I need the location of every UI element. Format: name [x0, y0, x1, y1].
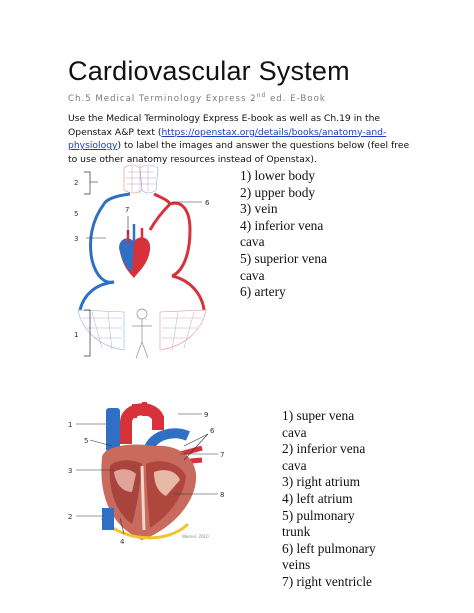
fig2-label-7: 7: [220, 451, 225, 459]
intro-text-end: ) to label the images and answer the questions below (feel free to use other anatomy resources instead of Openstax).: [68, 140, 410, 165]
answer-line: 6) left pulmonary: [282, 540, 376, 556]
fig2-label-1: 1: [68, 421, 73, 429]
upper-body-capillaries: [124, 164, 158, 194]
fig2-label-5: 5: [84, 437, 89, 445]
fig2-label-4: 4: [120, 538, 125, 546]
answer-line: 2) inferior vena: [282, 441, 366, 457]
answer-line: 6) artery: [240, 284, 286, 300]
inferior-vena-cava: [102, 508, 114, 530]
document-title: Cardiovascular System: [68, 56, 350, 86]
superior-vena-cava: [106, 408, 120, 452]
figure2-answers: [282, 408, 402, 591]
figure1-answers: [240, 168, 370, 301]
fig1-label-5: 5: [74, 210, 79, 218]
subtitle-superscript: nd: [256, 92, 267, 99]
answer-line: 4) left atrium: [282, 490, 353, 506]
fig2-credit: Wessel, 2010: [182, 534, 209, 539]
answer-line: cava: [240, 234, 265, 250]
answer-line: trunk: [282, 524, 311, 540]
answer-line: veins: [282, 557, 311, 573]
answer-line: cava: [282, 424, 307, 440]
answer-line: 4) inferior vena: [240, 217, 324, 233]
answer-line: 7) right ventricle: [282, 573, 372, 589]
systemic-vein-left: [91, 204, 115, 282]
fig2-label-8: 8: [220, 491, 225, 499]
circulation-diagram: [62, 160, 232, 370]
answer-line: 5) pulmonary: [282, 507, 355, 523]
answer-line: 1) super vena: [282, 408, 355, 423]
subtitle-end: ed. E-Book: [266, 93, 326, 104]
answer-line: cava: [282, 457, 307, 473]
fig2-label-2: 2: [68, 513, 73, 521]
heart-cross-section: [62, 400, 238, 550]
heart-drawing: [119, 224, 150, 278]
answer-line: 1) lower body: [240, 168, 316, 183]
subtitle-main: Ch.5 Medical Terminology Express 2: [68, 93, 257, 104]
intro-paragraph: [68, 112, 418, 166]
fig1-label-7: 7: [125, 206, 130, 214]
answer-line: 3) right atrium: [282, 474, 361, 490]
fig2-label-3: 3: [68, 467, 73, 475]
fig1-label-2: 2: [74, 179, 79, 187]
answer-line: 2) upper body: [240, 184, 316, 200]
answer-line: 5) superior vena: [240, 250, 328, 266]
intro-text-start: Use the Medical Terminology Express E-book as well as Ch.19 in the Openstax A&P text (: [68, 113, 381, 138]
fig1-label-3: 3: [74, 235, 79, 243]
openstax-link[interactable]: https://openstax.org/details/books/anatomy-and-physiology: [68, 126, 387, 152]
answer-line: cava: [240, 267, 265, 283]
lower-body-capillaries: [78, 309, 206, 358]
fig1-label-1: 1: [74, 331, 79, 339]
document-subtitle: [68, 92, 326, 104]
fig2-label-9: 9: [204, 411, 209, 419]
systemic-artery-right: [150, 203, 190, 276]
answer-line: 3) vein: [240, 201, 278, 217]
fig1-label-6: 6: [205, 199, 210, 207]
fig2-label-6: 6: [210, 427, 215, 435]
